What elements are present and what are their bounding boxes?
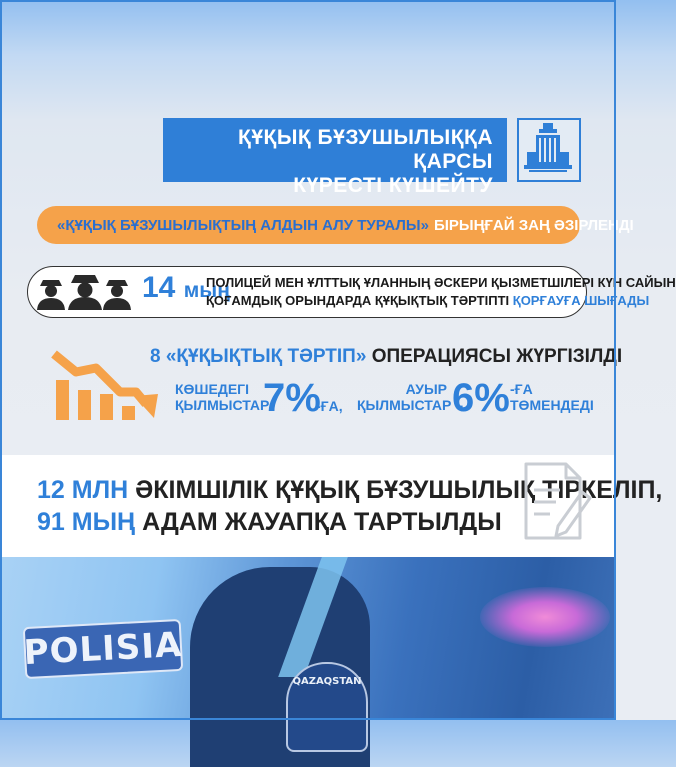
street-label-line-2: ҚЫЛМЫСТАР <box>175 397 270 413</box>
street-crimes-suffix: -ҒА, <box>316 398 343 414</box>
police-line-1: ПОЛИЦЕЙ МЕН ҰЛТТЫҚ ҰЛАННЫҢ ӘСКЕРИ ҚЫЗМЕТШІЛЕРІ КҮН САЙЫН <box>206 275 676 290</box>
title-banner <box>163 118 507 197</box>
police-count-number: 14 <box>142 271 176 304</box>
grave-crimes-value: 6% <box>452 376 510 420</box>
police-line-2-text: ҚОҒАМДЫҚ ОРЫНДАРДА ҚҰҚЫҚТЫҚ ТӘРТІПТІ <box>206 293 510 308</box>
punished-count: 91 МЫҢ <box>37 508 136 536</box>
street-crimes-value: 7% <box>263 376 321 420</box>
operation-count: 8 <box>150 346 161 367</box>
police-description <box>206 274 676 310</box>
police-line-2-highlight: ҚОРҒАУҒА ШЫҒАДЫ <box>512 293 650 308</box>
polisia-patch <box>23 619 184 679</box>
police-photo <box>0 557 616 720</box>
grave-crimes-suffix-block <box>510 381 594 413</box>
grave-label-line-1: АУЫР <box>405 381 447 397</box>
government-building-icon <box>517 118 581 182</box>
law-text: БІРЫҢҒАЙ ЗАҢ ӘЗІРЛЕНДІ <box>433 216 634 234</box>
title-line-2: КҮРЕСТІ КҮШЕЙТУ <box>293 174 493 197</box>
law-title: «ҚҰҚЫҚ БҰЗУШЫЛЫҚТЫҢ АЛДЫН АЛУ ТУРАЛЫ» <box>57 216 429 234</box>
shoulder-patch-text: QAZAQSTAN <box>292 676 362 687</box>
grave-crimes-label <box>357 381 463 413</box>
grave-label-line-2: ҚЫЛМЫСТАР – <box>357 397 463 413</box>
polisia-patch-text: POLISIA <box>22 624 184 674</box>
street-label-line-1: КӨШЕДЕГІ <box>175 381 249 397</box>
decrease-label: ТӨМЕНДЕДІ <box>510 397 594 413</box>
decreasing-chart-icon <box>50 348 160 420</box>
street-crimes-label <box>175 381 269 413</box>
punished-text: АДАМ ЖАУАПҚА ТАРТЫЛДЫ <box>142 508 502 536</box>
title-line-1: ҚҰҚЫҚ БҰЗУШЫЛЫҚҚА ҚАРСЫ <box>238 126 493 173</box>
violations-text: ӘКІМШІЛІК ҚҰҚЫҚ БҰЗУШЫЛЫҚ ТІРКЕЛІП, <box>135 476 663 504</box>
siren-light <box>480 587 610 647</box>
violations-count: 12 МЛН <box>37 476 129 504</box>
violations-line-2 <box>37 508 502 537</box>
police-panel <box>27 266 676 318</box>
operation-text: ОПЕРАЦИЯСЫ ЖҮРГІЗІЛДІ <box>371 346 623 367</box>
police-line-2 <box>206 292 676 310</box>
document-pen-icon <box>516 458 592 544</box>
police-count-unit: мың <box>183 279 230 302</box>
grave-crimes-suffix: -ҒА <box>510 381 533 397</box>
operation-headline <box>150 346 622 368</box>
shoulder-patch <box>286 662 368 752</box>
operation-name: «ҚҰҚЫҚТЫҚ ТӘРТІП» <box>165 346 367 367</box>
law-banner <box>37 206 634 244</box>
police-officers-icon <box>34 274 138 310</box>
